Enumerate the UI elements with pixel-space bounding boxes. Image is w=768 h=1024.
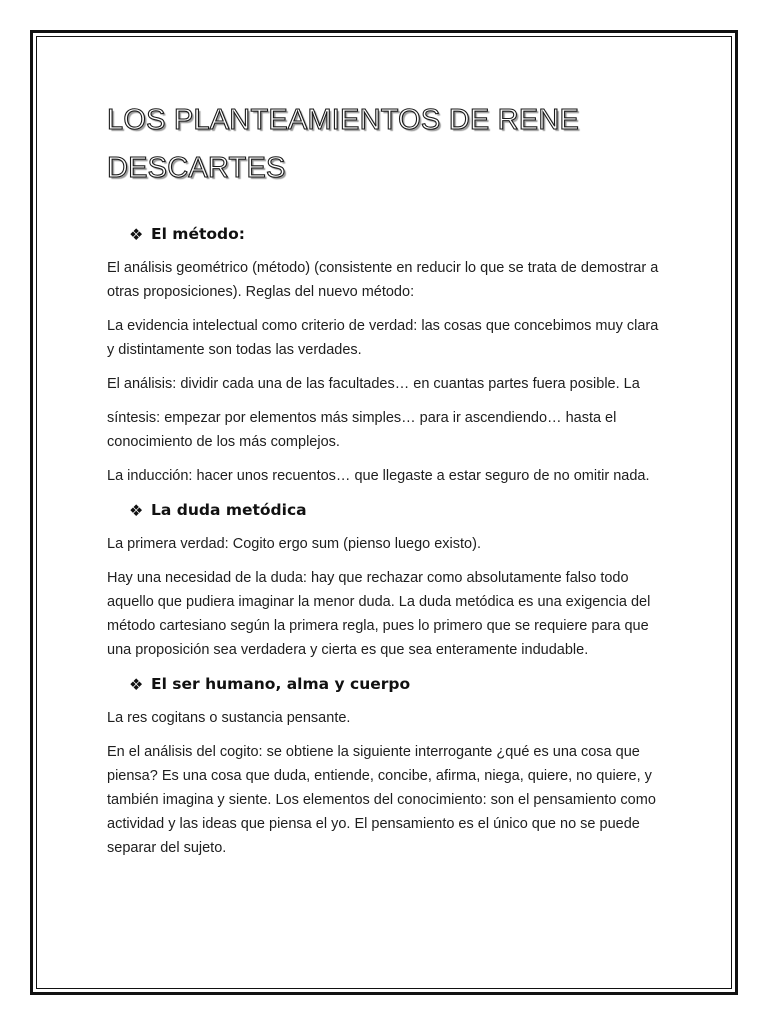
paragraph: síntesis: empezar por elementos más simples… para ir ascendiendo… hasta el conocimiento de los más complejos. <box>107 410 617 450</box>
paragraph: En el análisis del cogito: se obtiene la siguiente interrogante ¿qué es una cosa que piensa? Es una cosa que duda, entiende, concibe, afirma, niega, quiere, no quiere, y también imagina y siente. Los elementos del conocimiento: son el pensamiento como actividad y las ideas que piensa el yo. El pensamiento es el único que no se puede separar del sujeto. <box>107 744 656 856</box>
diamond-bullet-icon: ❖ <box>129 500 144 520</box>
section-heading-ser-humano <box>129 672 667 696</box>
diamond-bullet-icon: ❖ <box>129 224 144 244</box>
section-heading-label: El método: <box>151 225 245 243</box>
section-heading-duda <box>129 498 667 522</box>
document-title <box>107 96 667 192</box>
paragraph: La res cogitans o sustancia pensante. <box>107 710 351 726</box>
paragraph: Hay una necesidad de la duda: hay que rechazar como absolutamente falso todo aquello que pudiera imaginar la menor duda. La duda metódica es una exigencia del método cartesiano según la primera regla, pues lo primero que se requiere para que una proposición sea verdadera y cierta es que sea enteramente indudable. <box>107 570 651 658</box>
diamond-bullet-icon: ❖ <box>129 674 144 694</box>
title-line-1: LOS PLANTEAMIENTOS DE RENE <box>107 104 580 136</box>
document-body <box>107 96 667 870</box>
paragraph: La evidencia intelectual como criterio de verdad: las cosas que concebimos muy clara y distintamente son todas las verdades. <box>107 318 659 358</box>
title-line-2: DESCARTES <box>107 152 286 184</box>
section-heading-label: La duda metódica <box>151 501 307 519</box>
paragraph: La primera verdad: Cogito ergo sum (pienso luego existo). <box>107 536 481 552</box>
section-heading-metodo <box>129 222 667 246</box>
paragraph: El análisis geométrico (método) (consistente en reducir lo que se trata de demostrar a otras proposiciones). Reglas del nuevo método: <box>107 260 659 300</box>
section-heading-label: El ser humano, alma y cuerpo <box>151 675 411 693</box>
paragraph: El análisis: dividir cada una de las facultades… en cuantas partes fuera posible. La <box>107 376 640 392</box>
paragraph: La inducción: hacer unos recuentos… que llegaste a estar seguro de no omitir nada. <box>107 468 650 484</box>
